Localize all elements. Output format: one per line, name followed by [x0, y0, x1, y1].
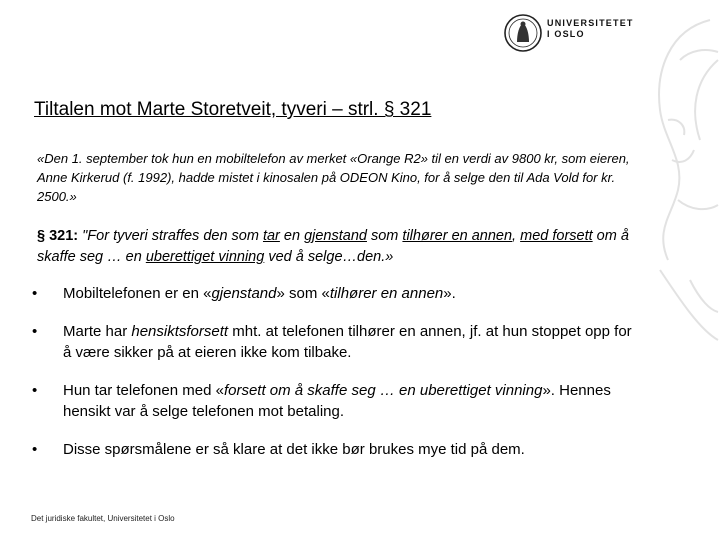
university-logo — [503, 12, 643, 54]
bullet-text: Marte har — [63, 323, 132, 340]
bullet-italic: tilhører en annen — [329, 285, 444, 302]
law-fragment: "For tyveri straffes den som — [82, 228, 263, 244]
law-term-uberettiget: uberettiget vinning — [145, 249, 265, 265]
law-text — [37, 226, 647, 268]
bullet-dot: • — [32, 382, 38, 399]
law-term-forsett: med forsett — [520, 228, 593, 244]
law-fragment: en — [279, 228, 305, 244]
law-fragment: om å skaffe seg … en — [37, 228, 629, 265]
law-term-tilhorer: tilhører en annen — [402, 228, 513, 244]
bullet-dot: • — [32, 441, 38, 458]
law-term-tar: tar — [262, 228, 280, 244]
bullet-italic: gjenstand — [211, 285, 277, 302]
bullet-dot: • — [32, 285, 38, 302]
law-fragment: , — [512, 228, 521, 244]
logo-line-1: UNIVERSITETET — [547, 18, 634, 28]
bullet-text: ». Hennes hensikt var å selge telefonen mot betaling. — [63, 382, 611, 420]
bullet-dot: • — [32, 323, 38, 340]
law-fragment: ved å selge…den.» — [264, 249, 394, 265]
law-section-prefix: § 321: — [37, 228, 83, 244]
bullet-italic: forsett om å skaffe seg … en uberettiget vinning — [223, 382, 543, 399]
bullet-text: ». — [443, 285, 456, 302]
bullet-text: » som « — [276, 285, 330, 302]
bullet-text: Disse spørsmålene er så klare at det ikke bør brukes mye tid på dem. — [63, 441, 525, 458]
bullet-italic: hensiktsforsett — [131, 323, 229, 340]
bullet-list — [30, 283, 640, 477]
law-term-gjenstand: gjenstand — [304, 228, 367, 244]
bullet-item — [30, 321, 640, 363]
law-fragment: som — [366, 228, 403, 244]
bullet-item — [30, 380, 640, 422]
footer-text: Det juridiske fakultet, Universitetet i Oslo — [31, 514, 175, 523]
bullet-item — [30, 439, 640, 460]
bullet-text: Mobiltelefonen er en « — [63, 285, 212, 302]
logo-line-2: I OSLO — [547, 29, 585, 39]
bullet-text: Hun tar telefonen med « — [63, 382, 224, 399]
university-seal-icon — [503, 12, 543, 54]
case-quote: «Den 1. september tok hun en mobiltelefon av merket «Orange R2» til en verdi av 9800 kr, som eieren, Anne Kirkerud (f. 1992), hadde mistet i kinosalen på ODEON Kino, for å selge den til Ada Vold for kr. 2500.» — [37, 151, 630, 204]
bullet-text: mht. at telefonen tilhører en annen, jf. at hun stoppet opp for å være sikker på at eieren ikke kom tilbake. — [63, 323, 632, 361]
bullet-item — [30, 283, 640, 304]
slide-title: Tiltalen mot Marte Storetveit, tyveri – strl. § 321 — [34, 99, 432, 120]
